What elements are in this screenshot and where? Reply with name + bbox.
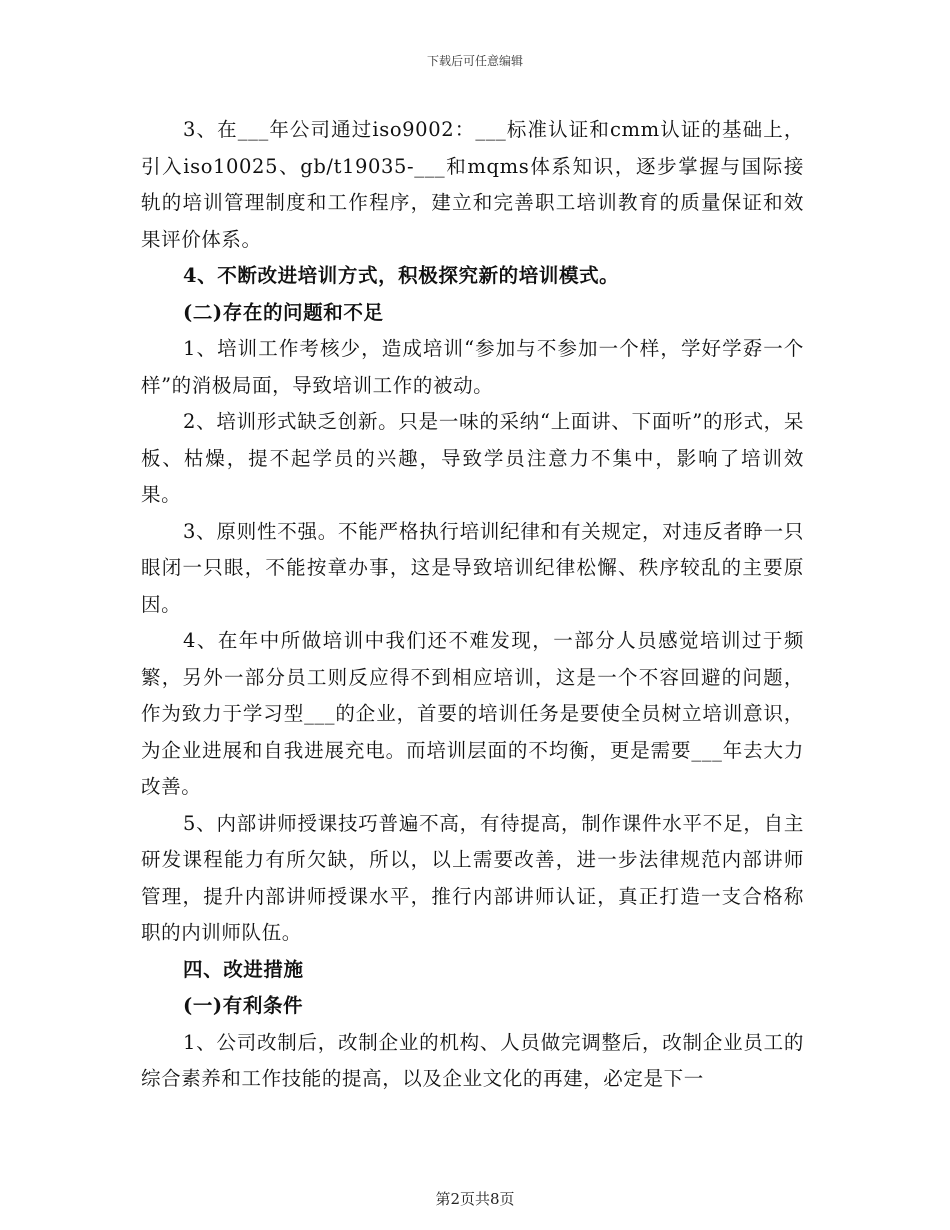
paragraph-condition-1: 1、公司改制后，改制企业的机构、人员做完调整后，改制企业员工的综合素养和工作技能的提高，以及企业文化的再建，必定是下一 [141,1030,804,1090]
paragraph-problem-3: 3、原则性不强。不能严格执行培训纪律和有关规定，对违反者睁一只眼闭一只眼，不能按章办事，这是导致培训纪律松懈、秩序较乱的主要原因。 [141,519,804,616]
document-body [141,112,804,1098]
page-header: 下载后可任意编辑 [426,54,523,68]
heading-improve-training: 4、不断改进培训方式，积极探究新的培训模式。 [183,264,620,287]
paragraph-problem-2: 2、培训形式缺乏创新。只是一味的采纳“上面讲、下面听”的形式，呆板、枯燥，提不起学员的兴趣，导致学员注意力不集中，影响了培训效果。 [141,410,804,506]
paragraph-iso-certification: 3、在___年公司通过iso9002：___标准认证和cmm认证的基础上，引入iso10025、gb/t19035-___和mqms体系知识，逐步掌握与国际接轨的培训管理制度和工作程序，建立和完善职工培训教育的质量保证和效果评价体系。 [141,118,804,251]
paragraph-problem-4: 4、在年中所做培训中我们还不难发现，一部分人员感觉培训过于频繁，另外一部分员工则反应得不到相应培训，这是一个不容回避的问题，作为致力于学习型___的企业，首要的培训任务是要使全员树立培训意识，为企业进展和自我进展充电。而培训层面的不均衡，更是需要___年去大力改善。 [141,629,804,798]
paragraph-problem-5: 5、内部讲师授课技巧普遍不高，有待提高，制作课件水平不足，自主研发课程能力有所欠缺，所以，以上需要改善，进一步法律规范内部讲师管理，提升内部讲师授课水平，推行内部讲师认证，真正打造一支合格称职的内训师队伍。 [141,811,804,944]
heading-problems: (二)存在的问题和不足 [183,300,384,324]
heading-favorable-conditions: (一)有利条件 [183,994,304,1017]
paragraph-problem-1: 1、培训工作考核少，造成培训“参加与不参加一个样，学好学孬一个样”的消极局面，导致培训工作的被动。 [141,337,804,397]
page-footer: 第2页共8页 [435,1190,515,1208]
heading-improvement-measures: 四、改进措施 [183,957,304,981]
